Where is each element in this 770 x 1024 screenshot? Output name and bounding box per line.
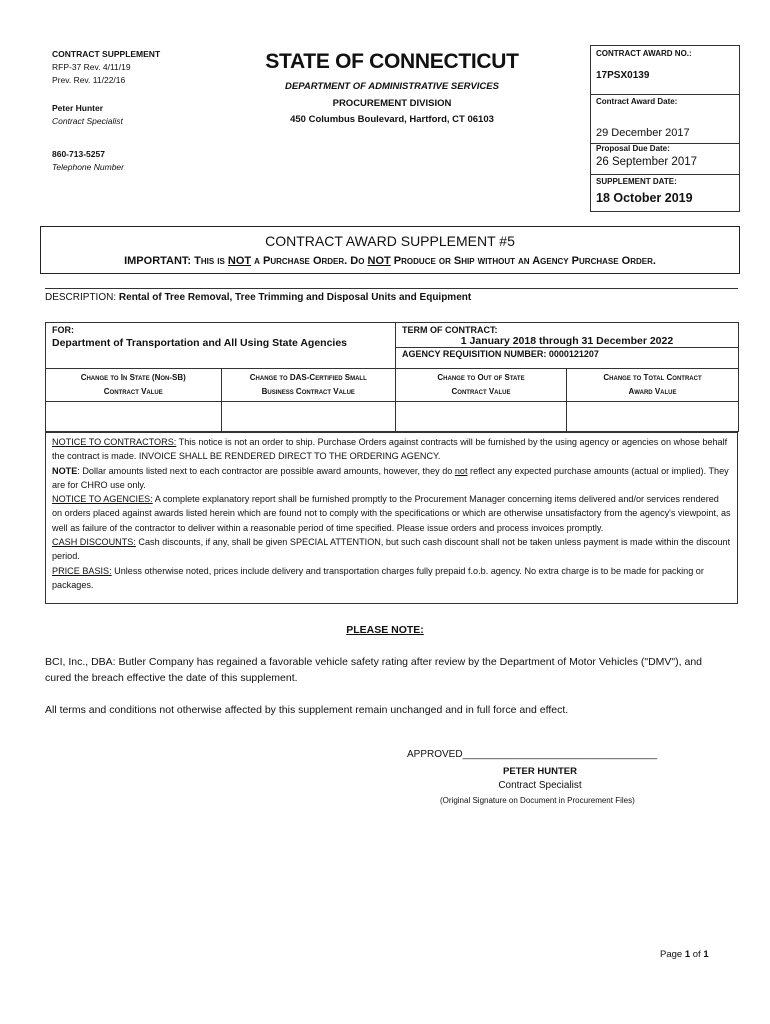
award-number-value: 17PSX0139 — [596, 70, 650, 81]
note-text-1: : Dollar amounts listed next to each contractor are possible award amounts, however, they do — [77, 465, 455, 476]
body-paragraph-2: All terms and conditions not otherwise affected by this supplement remain unchanged and in full force and effect. — [45, 704, 569, 716]
term-label: TERM OF CONTRACT: — [402, 325, 498, 335]
total-award-header-line2: Award Value — [628, 387, 677, 396]
supplement-date-cell — [591, 174, 739, 211]
approver-name: PETER HUNTER — [503, 766, 577, 777]
award-date-label: Contract Award Date: — [596, 97, 678, 106]
approval-line — [407, 749, 657, 760]
important-mid: a Purchase Order. Do — [251, 255, 368, 267]
important-prefix: IMPORTANT: This is — [124, 255, 228, 267]
for-value: Department of Transportation and All Using State Agencies — [52, 337, 348, 349]
total-award-value — [567, 402, 739, 432]
description-top-rule — [45, 288, 738, 289]
total-award-header-line1: Change to Total Contract — [603, 373, 702, 382]
term-value: 1 January 2018 through 31 December 2022 — [460, 335, 674, 347]
signature-note: (Original Signature on Document in Procurement Files) — [440, 796, 635, 805]
for-label: FOR: — [52, 325, 74, 335]
note-label: NOTE — [52, 465, 78, 476]
approver-title: Contract Specialist — [498, 780, 582, 791]
page-total: 1 — [703, 949, 709, 960]
notice-price-basis — [52, 564, 731, 593]
state-heading: STATE OF CONNECTICUT — [265, 50, 519, 73]
form-title: CONTRACT SUPPLEMENT — [52, 49, 161, 59]
signature-line: ___________________________________ — [462, 749, 658, 760]
notice-contractors — [52, 435, 731, 464]
contract-info-box — [590, 45, 740, 212]
division-name: PROCUREMENT DIVISION — [332, 98, 452, 109]
proposal-due-label: Proposal Due Date: — [596, 144, 670, 153]
important-not-1: NOT — [227, 255, 252, 267]
page-of: of — [690, 949, 704, 960]
department-name: DEPARTMENT OF ADMINISTRATIVE SERVICES — [285, 81, 499, 92]
total-award-header — [567, 369, 739, 402]
price-basis-label: PRICE BASIS: — [52, 565, 112, 576]
notice-note — [52, 464, 731, 493]
das-certified-header-line2: Business Contract Value — [261, 387, 355, 396]
supplement-title: CONTRACT AWARD SUPPLEMENT #5 — [265, 233, 515, 249]
approved-label: APPROVED — [407, 749, 463, 760]
cash-discounts-text: Cash discounts, if any, shall be given SPECIAL ATTENTION, but such cash discount shall not be taken unless payment is made within the discount period. — [52, 537, 731, 562]
supplement-date-value: 18 October 2019 — [596, 191, 693, 205]
important-notice — [41, 255, 739, 267]
out-of-state-header-line2: Contract Value — [451, 387, 511, 396]
notice-agencies — [52, 492, 731, 535]
body-paragraph-1: BCI, Inc., DBA: Butler Company has regained a favorable vehicle safety rating after review by the Department of Motor Vehicles ("DMV"), and cured the breach effective the date of this supplement. — [45, 656, 703, 684]
notice-contractors-text: This notice is not an order to ship. Purchase Orders against contracts will be furnished by the using agency or agencies on whose behalf the contract is made. INVOICE SHALL BE RENDERED DIRECT TO THE ORDERING AGENCY. — [52, 437, 728, 462]
term-cell — [396, 323, 739, 369]
in-state-header — [46, 369, 222, 402]
in-state-header-line1: Change to In State (Non-SB) — [80, 373, 186, 382]
price-basis-text: Unless otherwise noted, prices include delivery and transportation charges fully prepaid f.o.b. agency. No extra charge is to be made for packing or packages. — [52, 565, 704, 590]
out-of-state-header — [396, 369, 567, 402]
contact-phone: 860-713-5257 — [52, 149, 105, 159]
page-indicator — [660, 949, 709, 960]
notice-contractors-label: NOTICE TO CONTRACTORS: — [52, 437, 177, 447]
phone-label: Telephone Number — [52, 162, 124, 172]
page-number: 1 — [684, 949, 691, 960]
form-revision: RFP-37 Rev. 4/11/19 — [52, 62, 131, 72]
award-number-cell — [591, 46, 739, 95]
page-prefix: Page — [660, 949, 685, 960]
notice-agencies-label: NOTICE TO AGENCIES: — [52, 494, 153, 505]
description-value: Rental of Tree Removal, Tree Trimming and Disposal Units and Equipment — [118, 292, 472, 303]
previous-revision: Prev. Rev. 11/22/16 — [52, 75, 126, 85]
award-number-label: CONTRACT AWARD NO.: — [596, 49, 692, 58]
important-not-2: NOT — [367, 255, 391, 267]
cash-discounts-label: CASH DISCOUNTS: — [52, 537, 136, 548]
out-of-state-value — [396, 402, 567, 432]
notice-box — [45, 432, 738, 604]
in-state-header-line2: Contract Value — [103, 387, 163, 396]
proposal-due-cell — [591, 143, 739, 175]
supplement-title-box — [40, 226, 740, 274]
proposal-due-value: 26 September 2017 — [596, 156, 698, 168]
supplement-date-label: SUPPLEMENT DATE: — [596, 177, 677, 186]
in-state-value — [46, 402, 222, 432]
award-date-cell — [591, 94, 739, 144]
description-label: DESCRIPTION: — [45, 292, 119, 303]
das-certified-header — [221, 369, 396, 402]
award-date-value: 29 December 2017 — [596, 127, 690, 139]
out-of-state-header-line1: Change to Out of State — [437, 373, 525, 382]
notice-agencies-text: A complete explanatory report shall be furnished promptly to the Procurement Manager concerning items delivered and/or services rendered on orders placed against awards listed herein which are found not to comply with the specifications or which are otherwise unsatisfactory from the agency's viewpoint, as well as failure of the contractor to deliver within a reasonable period of time specified. Please issue orders and process invoices promptly. — [52, 494, 731, 533]
das-certified-header-line1: Change to DAS-Certified Small — [249, 373, 367, 382]
requisition-number: AGENCY REQUISITION NUMBER: 0000121207 — [396, 347, 738, 360]
contract-details-table — [45, 322, 739, 432]
note-text-2: reflect any expected purchase amounts (actual or implied). They are for CHRO use only. — [52, 465, 729, 490]
division-address: 450 Columbus Boulevard, Hartford, CT 06103 — [290, 114, 494, 125]
das-certified-value — [221, 402, 396, 432]
description-line — [45, 292, 471, 303]
contact-name: Peter Hunter — [52, 103, 104, 113]
note-not: not — [454, 465, 468, 476]
for-cell — [46, 323, 396, 369]
contact-title: Contract Specialist — [52, 116, 123, 126]
notice-cash-discounts — [52, 535, 731, 564]
important-suffix: Produce or Ship without an Agency Purchase Order. — [390, 255, 656, 267]
please-note-heading: PLEASE NOTE: — [346, 624, 424, 636]
